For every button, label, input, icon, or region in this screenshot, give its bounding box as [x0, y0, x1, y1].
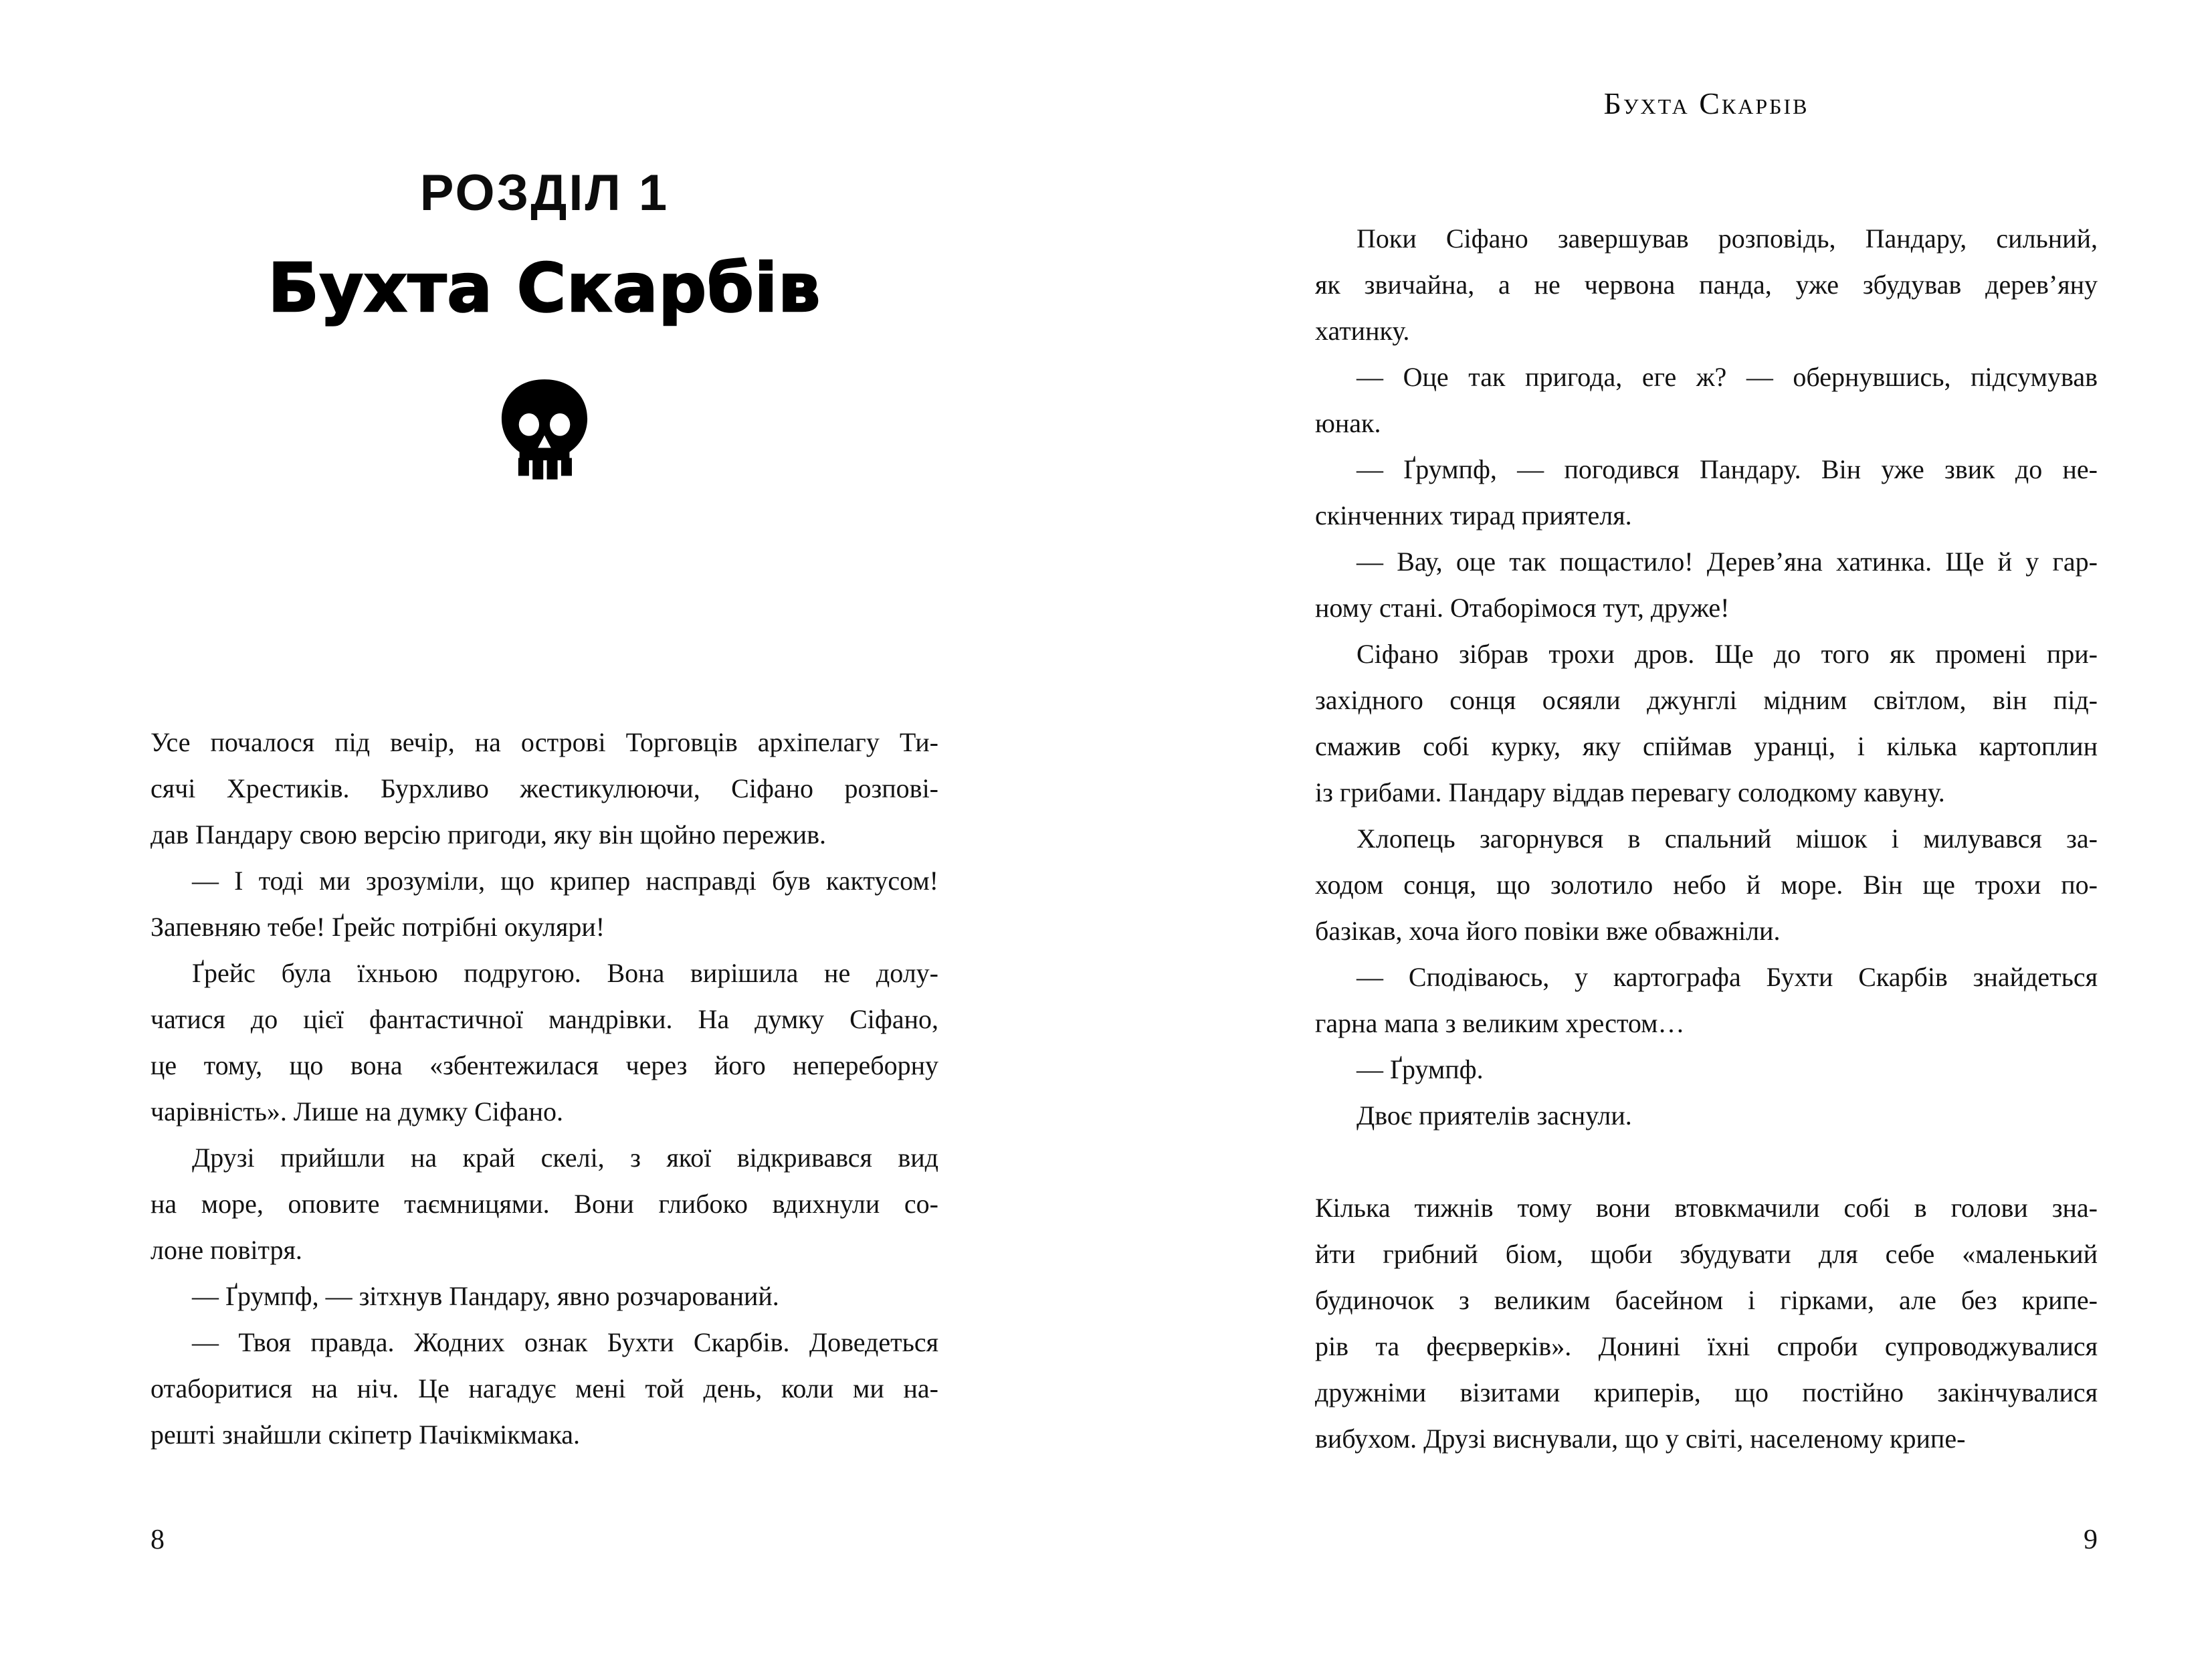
- page-right: [1106, 0, 2212, 1659]
- paragraph: [1315, 1092, 2098, 1139]
- text-line: із грибами. Пандару віддав перевагу солодкому кавуну.: [1315, 777, 1945, 807]
- text-line: будиночок з великим басейном і гірками, але без крипе-: [1315, 1285, 2098, 1315]
- paragraph: [150, 1319, 938, 1458]
- text-line: на море, оповите таємницями. Вони глибоко вдихнули со-: [150, 1189, 938, 1219]
- paragraph: [1315, 215, 2098, 354]
- text-line: чарівність». Лише на думку Сіфано.: [150, 1096, 563, 1127]
- text-line: — Ґрумпф.: [1356, 1054, 1484, 1084]
- text-line: Усе почалося під вечір, на острові Торговців архіпелагу Ти-: [150, 727, 938, 757]
- text-line: — І тоді ми зрозуміли, що крипер насправді був кактусом!: [192, 866, 938, 896]
- text-line: ходом сонця, що золотило небо й море. Він ще трохи по-: [1315, 870, 2098, 900]
- text-line: базікав, хоча його повіки вже обважніли.: [1315, 916, 1781, 946]
- paragraph: [1315, 446, 2098, 539]
- paragraph: [150, 1135, 938, 1273]
- text-line: — Вау, оце так пощастило! Дерев’яна хатинка. Ще й у гар-: [1356, 547, 2098, 577]
- paragraph: [150, 858, 938, 950]
- text-line: ному стані. Отаборімося тут, друже!: [1315, 593, 1730, 623]
- text-line: смажив собі курку, яку спіймав уранці, і кілька картоплин: [1315, 731, 2098, 761]
- text-line: — Сподіваюсь, у картографа Бухти Скарбів знайдеться: [1356, 962, 2098, 992]
- skull-icon: [150, 375, 938, 497]
- text-line: західного сонця осяяли джунглі мідним світлом, він під-: [1315, 685, 2098, 715]
- running-header: Бухта Скарбів: [1603, 86, 1809, 120]
- page-number-left: 8: [150, 1525, 165, 1555]
- text-line: гарна мапа з великим хрестом…: [1315, 1008, 1685, 1038]
- paragraph: [150, 719, 938, 858]
- text-line: сячі Хрестиків. Бурхливо жестикулюючи, Сіфано розпові-: [150, 773, 938, 803]
- text-line: Кілька тижнів тому вони втовкмачили собі в голови зна-: [1315, 1193, 2098, 1223]
- paragraph: [1315, 631, 2098, 815]
- right-page-body-text: [1315, 215, 2098, 1462]
- text-line: Запевняю тебе! Ґрейс потрібні окуляри!: [150, 912, 605, 942]
- paragraph: [1315, 354, 2098, 446]
- left-page-body-text: [150, 719, 938, 1458]
- paragraph: [1315, 815, 2098, 954]
- paragraph: [1315, 1185, 2098, 1462]
- text-line: юнак.: [1315, 408, 1381, 438]
- chapter-title: Бухта Скарбів: [268, 249, 821, 327]
- text-line: — Твоя правда. Жодних ознак Бухти Скарбів. Доведеться: [192, 1327, 938, 1357]
- text-line: дав Пандару свою версію пригоди, яку він щойно пережив.: [150, 819, 826, 850]
- text-line: лоне повітря.: [150, 1235, 302, 1265]
- text-line: Сіфано зібрав трохи дров. Ще до того як промені при-: [1356, 639, 2098, 669]
- text-line: йти грибний біом, щоби збудувати для себе «маленький: [1315, 1239, 2098, 1269]
- text-line: Поки Сіфано завершував розповідь, Пандару, сильний,: [1356, 223, 2098, 254]
- text-line: чатися до цієї фантастичної мандрівки. На думку Сіфано,: [150, 1004, 938, 1034]
- chapter-label: РОЗДІЛ 1: [419, 165, 670, 221]
- text-line: — Оце так пригода, еге ж? — обернувшись, підсумував: [1356, 362, 2098, 392]
- text-line: решті знайшли скіпетр Пачікмікмака.: [150, 1420, 581, 1450]
- text-line: хатинку.: [1315, 316, 1410, 346]
- text-line: — Ґрумпф, — погодився Пандару. Він уже звик до не-: [1356, 454, 2098, 484]
- page-number-right: 9: [2084, 1525, 2098, 1555]
- paragraph: [150, 950, 938, 1135]
- text-line: Друзі прийшли на край скелі, з якої відкривався вид: [192, 1143, 938, 1173]
- paragraph: [150, 1273, 938, 1319]
- text-line: це тому, що вона «збентежилася через його непереборну: [150, 1050, 938, 1080]
- paragraph: [1315, 1046, 2098, 1092]
- paragraph: [1315, 539, 2098, 631]
- paragraph: [1315, 954, 2098, 1046]
- text-line: рів та феєрверків». Донині їхні спроби супроводжувалися: [1315, 1331, 2098, 1361]
- text-line: скінченних тирад приятеля.: [1315, 500, 1632, 530]
- text-line: Хлопець загорнувся в спальний мішок і милувався за-: [1356, 823, 2098, 854]
- text-line: вибухом. Друзі виснували, що у світі, населеному крипе-: [1315, 1424, 1966, 1454]
- text-line: як звичайна, а не червона панда, уже збудував дерев’яну: [1315, 270, 2098, 300]
- text-line: Ґрейс була їхньою подругою. Вона вирішила не долу-: [192, 958, 938, 988]
- text-line: — Ґрумпф, — зітхнув Пандару, явно розчарований.: [192, 1281, 779, 1311]
- text-line: дружніми візитами криперів, що постійно закінчувалися: [1315, 1377, 2098, 1407]
- text-line: отаборитися на ніч. Це нагадує мені той день, коли ми на-: [150, 1373, 938, 1403]
- text-line: Двоє приятелів заснули.: [1356, 1100, 1632, 1131]
